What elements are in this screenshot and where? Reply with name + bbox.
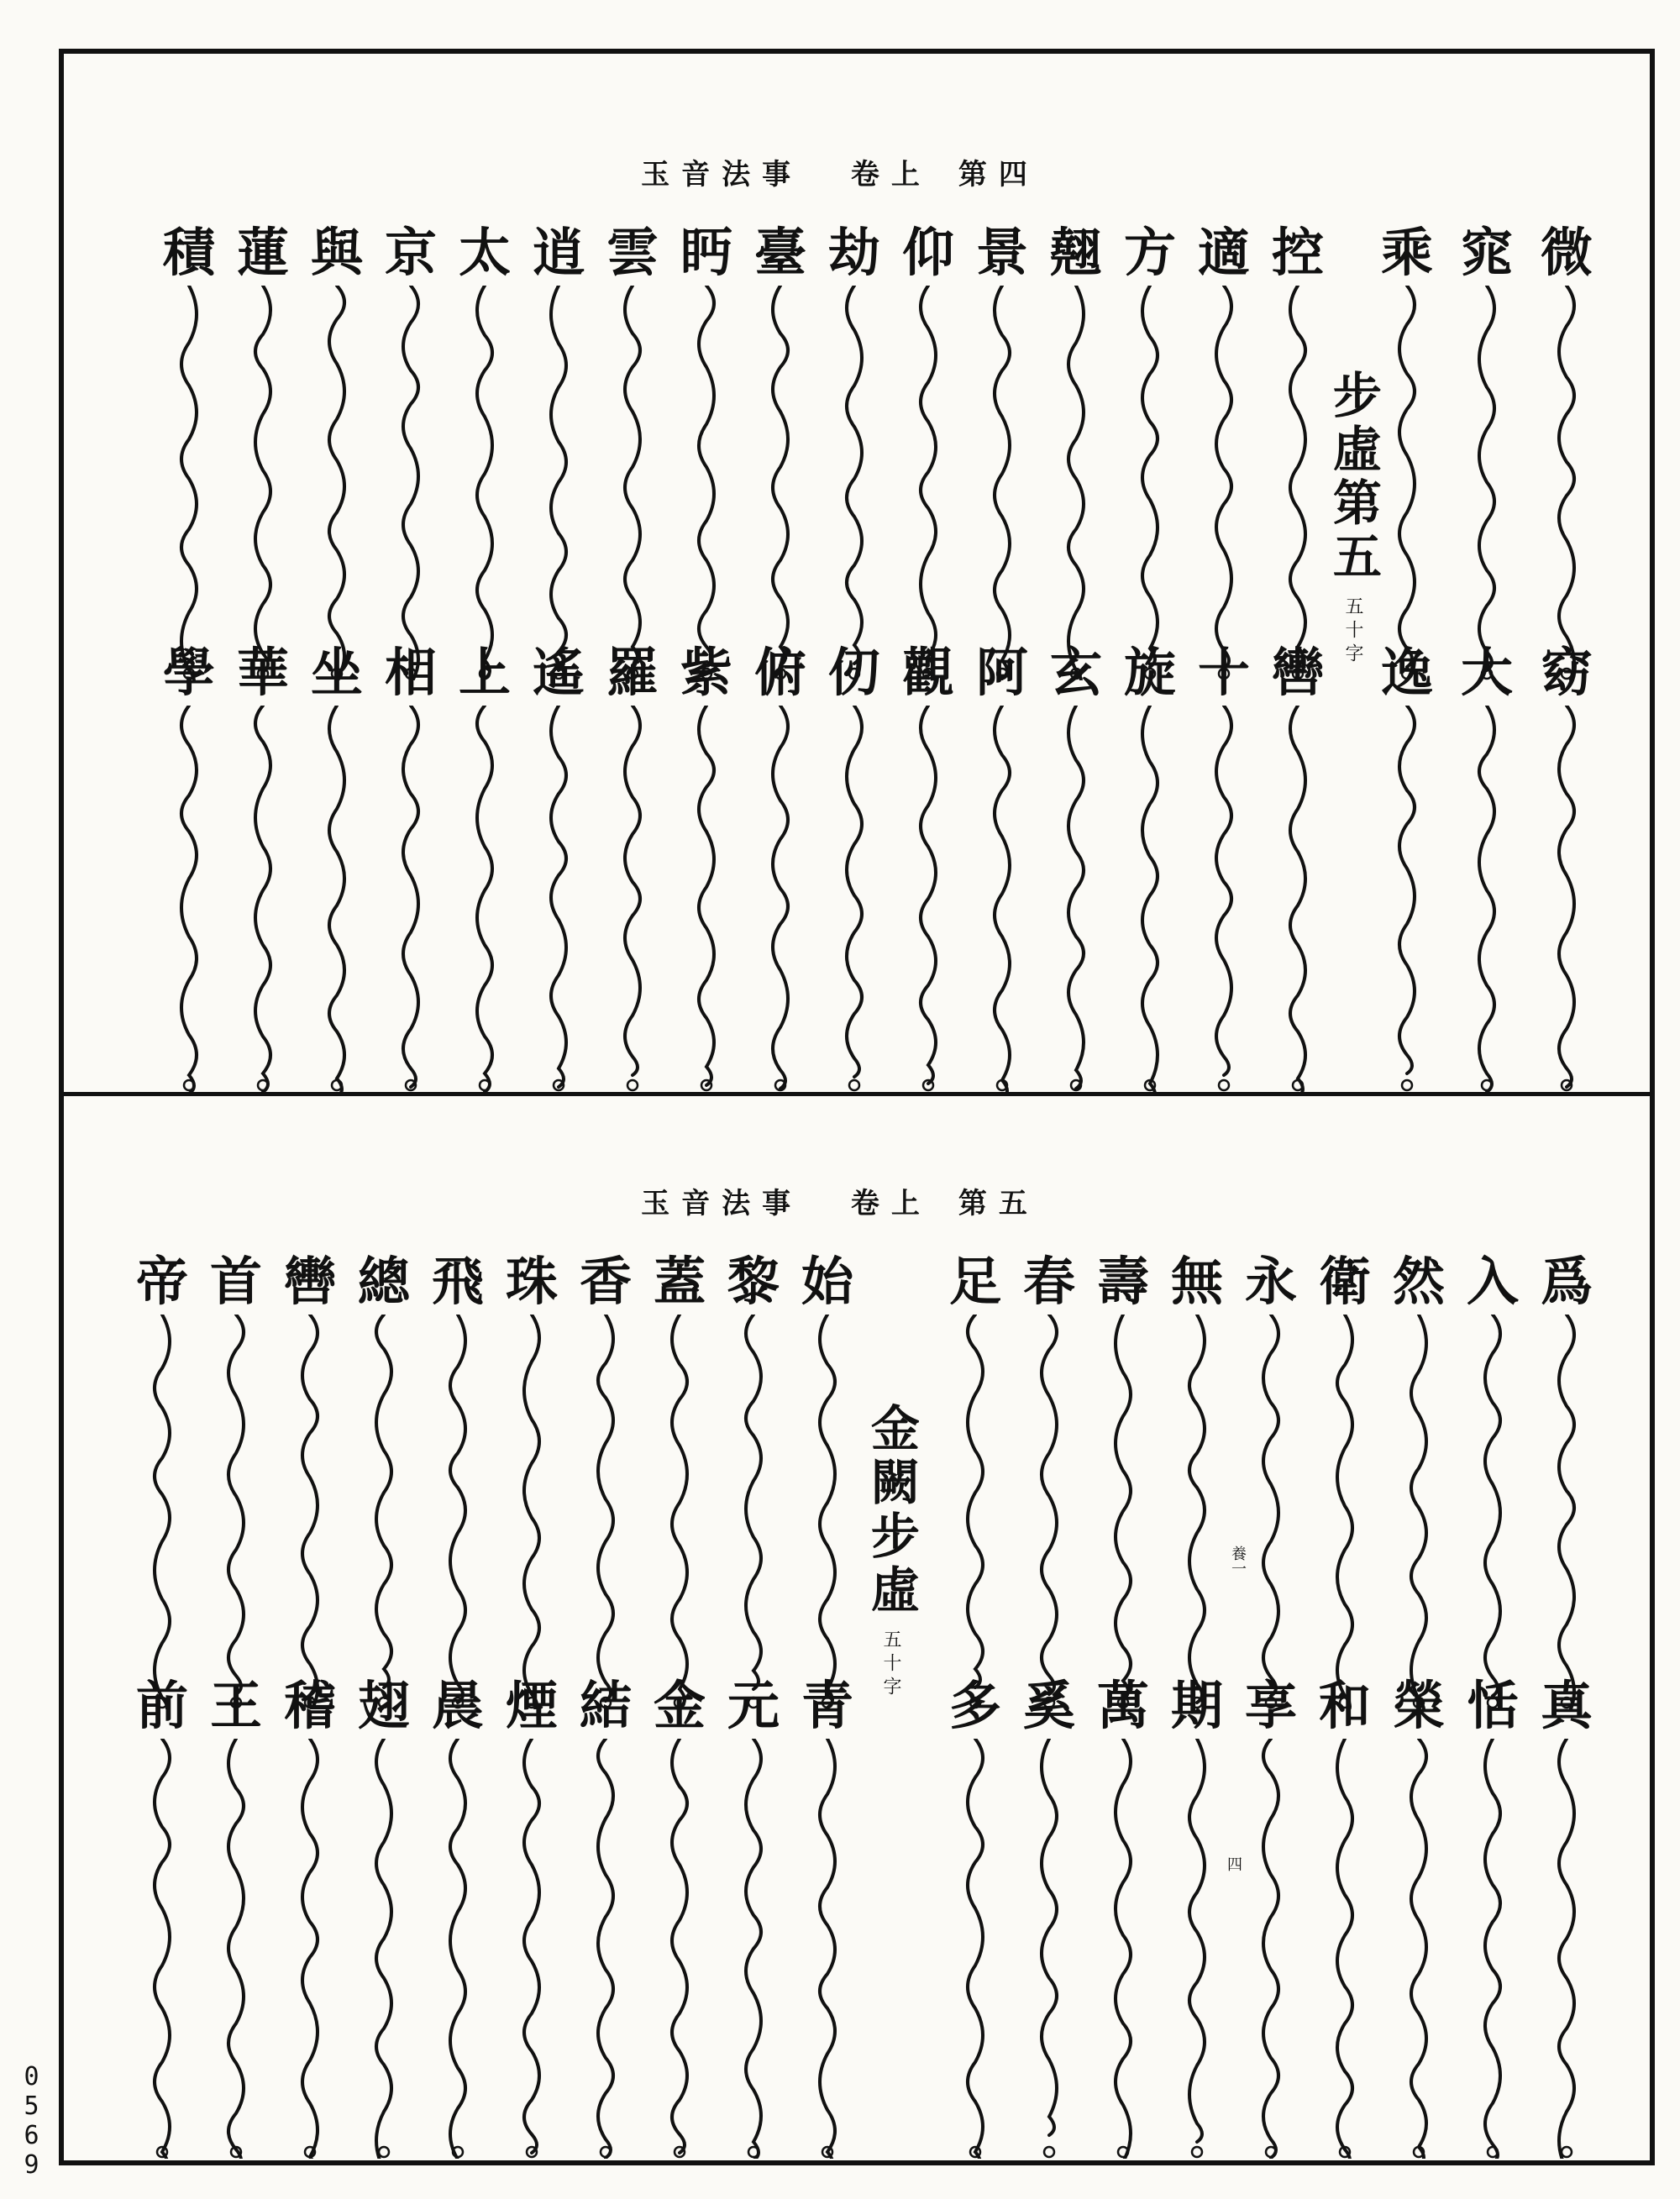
p2-upper-character: 黎 xyxy=(727,1251,780,1312)
p1-upper-column xyxy=(603,222,662,680)
p1-lower-column xyxy=(1121,642,1179,1092)
p1-lower-column xyxy=(1537,642,1596,1092)
p2-upper-neume-icon xyxy=(1172,1315,1222,1709)
p2-lower-character: 恬 xyxy=(1466,1675,1519,1736)
p2-lower-column xyxy=(1315,1675,1374,2159)
p2-upper-character: 衛 xyxy=(1318,1251,1371,1312)
p2-lower-column xyxy=(576,1675,635,2159)
p1-lower-column xyxy=(973,642,1032,1092)
p2-upper-character: 蓋 xyxy=(653,1251,706,1312)
p1-lower-neume-icon xyxy=(1125,706,1175,1092)
p2-lower-column xyxy=(798,1675,857,2159)
p2-upper-neume-icon xyxy=(1098,1315,1148,1709)
p1-upper-neume-icon xyxy=(1125,286,1175,680)
side-note-page-mark: 四 xyxy=(1225,1856,1242,1871)
p1-upper-neume-icon xyxy=(459,286,510,680)
p2-lower-neume-icon xyxy=(137,1739,187,2159)
p2-lower-character: 奚 xyxy=(1022,1675,1075,1736)
p1-lower-character: 轡 xyxy=(1271,642,1324,703)
p2-upper-column xyxy=(502,1251,561,1709)
p1-upper-column xyxy=(899,222,958,680)
p1-lower-neume-icon xyxy=(459,706,510,1092)
p1-lower-character: 羅 xyxy=(606,642,659,703)
p1-lower-neume-icon xyxy=(681,706,732,1092)
p2-upper-column xyxy=(946,1251,1005,1709)
p1-lower-character: 十 xyxy=(1197,642,1250,703)
p2-lower-column xyxy=(946,1675,1005,2159)
p2-upper-neume-icon xyxy=(1024,1315,1074,1709)
p1-upper-column xyxy=(751,222,810,680)
p1-upper-column xyxy=(307,222,366,680)
p2-upper-neume-icon xyxy=(211,1315,261,1709)
p1-lower-column xyxy=(899,642,958,1092)
p2-upper-character: 飛 xyxy=(431,1251,484,1312)
p1-lower-column xyxy=(234,642,292,1092)
p1-lower-character: 坐 xyxy=(310,642,363,703)
p2-lower-neume-icon xyxy=(1246,1739,1296,2159)
p2-lower-character: 王 xyxy=(209,1675,262,1736)
p1-upper-neume-icon xyxy=(1541,286,1592,680)
p2-lower-neume-icon xyxy=(285,1739,335,2159)
p1-upper-character: 太 xyxy=(458,222,511,283)
p2-lower-neume-icon xyxy=(950,1739,1000,2159)
p2-upper-neume-icon xyxy=(950,1315,1000,1709)
p2-lower-column xyxy=(1168,1675,1226,2159)
page2-header-section: 第五 xyxy=(958,1187,1039,1220)
p2-lower-neume-icon xyxy=(1394,1739,1444,2159)
p1-lower-neume-icon xyxy=(238,706,288,1092)
page2-header-title: 玉音法事 xyxy=(641,1187,803,1220)
p1-lower-column xyxy=(1378,642,1436,1092)
p2-lower-character: 榮 xyxy=(1392,1675,1445,1736)
p1-upper-neume-icon xyxy=(829,286,879,680)
p2-lower-column xyxy=(724,1675,783,2159)
p2-upper-column xyxy=(1315,1251,1374,1709)
p1-upper-character: 與 xyxy=(310,222,363,283)
p1-upper-neume-icon xyxy=(903,286,953,680)
p2-lower-character: 期 xyxy=(1170,1675,1223,1736)
p2-lower-character: 萬 xyxy=(1096,1675,1149,1736)
p1-lower-neume-icon xyxy=(1199,706,1249,1092)
p2-lower-character: 晨 xyxy=(431,1675,484,1736)
page1-title xyxy=(1324,370,1382,667)
p2-upper-neume-icon xyxy=(507,1315,557,1709)
p2-lower-character: 元 xyxy=(727,1675,780,1736)
p1-lower-column xyxy=(1047,642,1105,1092)
p2-lower-neume-icon xyxy=(728,1739,779,2159)
p2-upper-column xyxy=(133,1251,192,1709)
p2-upper-character: 爲 xyxy=(1540,1251,1593,1312)
p2-lower-column xyxy=(133,1675,192,2159)
p1-lower-character: 仞 xyxy=(827,642,880,703)
p2-lower-column xyxy=(354,1675,413,2159)
p1-lower-column xyxy=(160,642,218,1092)
p2-lower-column xyxy=(502,1675,561,2159)
p1-lower-neume-icon xyxy=(533,706,584,1092)
page2-title-text: 金闕步虛 xyxy=(862,1403,920,1618)
page1-header-section: 第四 xyxy=(958,158,1039,192)
p2-lower-character: 真 xyxy=(1540,1675,1593,1736)
p1-upper-column xyxy=(1121,222,1179,680)
p2-upper-character: 入 xyxy=(1466,1251,1519,1312)
p2-lower-neume-icon xyxy=(1098,1739,1148,2159)
p1-upper-neume-icon xyxy=(1051,286,1101,680)
p2-lower-neume-icon xyxy=(1320,1739,1370,2159)
p1-lower-neume-icon xyxy=(164,706,214,1092)
p2-upper-character: 永 xyxy=(1244,1251,1297,1312)
p1-upper-column xyxy=(234,222,292,680)
p1-lower-character: 窈 xyxy=(1540,642,1593,703)
page1-header-title: 玉音法事 xyxy=(641,158,803,192)
p2-upper-neume-icon xyxy=(433,1315,483,1709)
p2-upper-character: 珠 xyxy=(505,1251,558,1312)
p1-upper-character: 積 xyxy=(162,222,215,283)
p1-lower-neume-icon xyxy=(607,706,658,1092)
p1-upper-character: 微 xyxy=(1540,222,1593,283)
p1-lower-character: 阿 xyxy=(975,642,1028,703)
p1-lower-column xyxy=(307,642,366,1092)
page1-title-count: 五十字 xyxy=(1341,596,1363,667)
p1-upper-neume-icon xyxy=(1199,286,1249,680)
p2-lower-column xyxy=(1094,1675,1152,2159)
p2-lower-neume-icon xyxy=(359,1739,409,2159)
p1-upper-character: 眄 xyxy=(680,222,732,283)
p1-upper-character: 翹 xyxy=(1049,222,1102,283)
p1-upper-neume-icon xyxy=(533,286,584,680)
p1-upper-neume-icon xyxy=(1382,286,1432,680)
p1-upper-character: 劫 xyxy=(827,222,880,283)
p1-lower-character: 遙 xyxy=(532,642,585,703)
p1-upper-column xyxy=(529,222,588,680)
p1-lower-neume-icon xyxy=(1382,706,1432,1092)
p2-lower-neume-icon xyxy=(1541,1739,1592,2159)
page1-header xyxy=(0,151,1680,192)
p1-upper-neume-icon xyxy=(755,286,806,680)
p2-lower-character: 和 xyxy=(1318,1675,1371,1736)
p2-upper-character: 壽 xyxy=(1096,1251,1149,1312)
p2-upper-neume-icon xyxy=(359,1315,409,1709)
p1-lower-neume-icon xyxy=(829,706,879,1092)
p1-upper-column xyxy=(160,222,218,680)
p2-lower-character: 享 xyxy=(1244,1675,1297,1736)
p2-upper-character: 春 xyxy=(1022,1251,1075,1312)
p1-upper-character: 方 xyxy=(1123,222,1176,283)
p2-upper-neume-icon xyxy=(728,1315,779,1709)
p2-lower-column xyxy=(428,1675,487,2159)
p1-upper-column xyxy=(1537,222,1596,680)
p2-upper-column xyxy=(1537,1251,1596,1709)
p2-lower-neume-icon xyxy=(1024,1739,1074,2159)
p1-lower-column xyxy=(1457,642,1516,1092)
p2-lower-neume-icon xyxy=(654,1739,705,2159)
p1-upper-character: 適 xyxy=(1197,222,1250,283)
p2-upper-character: 足 xyxy=(948,1251,1001,1312)
p2-lower-column xyxy=(1020,1675,1079,2159)
p1-lower-character: 華 xyxy=(236,642,289,703)
p2-upper-neume-icon xyxy=(1320,1315,1370,1709)
p2-lower-column xyxy=(281,1675,339,2159)
p1-lower-character: 上 xyxy=(458,642,511,703)
p1-lower-neume-icon xyxy=(1541,706,1592,1092)
p2-upper-character: 無 xyxy=(1170,1251,1223,1312)
p1-lower-character: 紫 xyxy=(680,642,732,703)
p2-upper-character: 轡 xyxy=(283,1251,336,1312)
p1-upper-character: 臺 xyxy=(753,222,806,283)
p2-upper-column xyxy=(1242,1251,1300,1709)
p2-upper-character: 總 xyxy=(357,1251,410,1312)
page2-header-volume: 卷上 xyxy=(850,1187,932,1220)
p1-lower-column xyxy=(751,642,810,1092)
p2-upper-neume-icon xyxy=(1246,1315,1296,1709)
p1-lower-column xyxy=(529,642,588,1092)
p2-lower-character: 稽 xyxy=(283,1675,336,1736)
p2-upper-column xyxy=(1389,1251,1448,1709)
p1-lower-neume-icon xyxy=(903,706,953,1092)
side-note-leap: 養一 xyxy=(1229,1546,1247,1576)
p1-lower-neume-icon xyxy=(1051,706,1101,1092)
p1-lower-column xyxy=(1194,642,1253,1092)
p1-lower-column xyxy=(603,642,662,1092)
p2-lower-column xyxy=(207,1675,265,2159)
p2-lower-character: 結 xyxy=(579,1675,632,1736)
p2-lower-column xyxy=(1389,1675,1448,2159)
p2-upper-column xyxy=(281,1251,339,1709)
p2-upper-column xyxy=(428,1251,487,1709)
p2-upper-column xyxy=(207,1251,265,1709)
p2-lower-neume-icon xyxy=(802,1739,853,2159)
p1-upper-character: 乘 xyxy=(1380,222,1433,283)
p2-upper-column xyxy=(1020,1251,1079,1709)
p1-upper-neume-icon xyxy=(386,286,436,680)
p1-lower-character: 大 xyxy=(1460,642,1513,703)
p1-upper-column xyxy=(1378,222,1436,680)
p1-lower-column xyxy=(677,642,736,1092)
p1-upper-column xyxy=(455,222,514,680)
p1-upper-column xyxy=(1194,222,1253,680)
p1-upper-column xyxy=(1268,222,1327,680)
p2-upper-neume-icon xyxy=(654,1315,705,1709)
p1-lower-neume-icon xyxy=(386,706,436,1092)
p1-upper-column xyxy=(973,222,1032,680)
p1-lower-neume-icon xyxy=(1462,706,1512,1092)
p2-upper-column xyxy=(1463,1251,1522,1709)
p1-upper-column xyxy=(381,222,440,680)
p1-upper-column xyxy=(1457,222,1516,680)
p2-upper-neume-icon xyxy=(1541,1315,1592,1709)
p2-upper-neume-icon xyxy=(580,1315,631,1709)
p2-upper-column xyxy=(1168,1251,1226,1709)
p1-upper-character: 逍 xyxy=(532,222,585,283)
p2-upper-character: 香 xyxy=(579,1251,632,1312)
p1-lower-character: 相 xyxy=(384,642,437,703)
p2-upper-neume-icon xyxy=(285,1315,335,1709)
p1-lower-neume-icon xyxy=(1273,706,1323,1092)
page1-title-text: 步虛第五 xyxy=(1324,370,1382,585)
p1-upper-neume-icon xyxy=(238,286,288,680)
p1-lower-neume-icon xyxy=(977,706,1027,1092)
p1-upper-neume-icon xyxy=(681,286,732,680)
p1-upper-character: 窕 xyxy=(1460,222,1513,283)
p1-lower-column xyxy=(825,642,884,1092)
page-divider xyxy=(59,1092,1655,1096)
p1-upper-character: 京 xyxy=(384,222,437,283)
page2-header xyxy=(0,1180,1680,1221)
p2-upper-character: 帝 xyxy=(135,1251,188,1312)
p1-lower-character: 旋 xyxy=(1123,642,1176,703)
page2-title xyxy=(862,1403,920,1700)
p1-lower-character: 觀 xyxy=(901,642,954,703)
p2-lower-character: 煙 xyxy=(505,1675,558,1736)
p2-lower-character: 翅 xyxy=(357,1675,410,1736)
page2-title-count: 五十字 xyxy=(879,1630,901,1700)
p2-upper-neume-icon xyxy=(802,1315,853,1709)
p1-upper-character: 蓮 xyxy=(236,222,289,283)
p2-lower-neume-icon xyxy=(580,1739,631,2159)
p2-lower-character: 青 xyxy=(801,1675,853,1736)
p2-lower-column xyxy=(1242,1675,1300,2159)
p2-lower-column xyxy=(650,1675,709,2159)
p1-upper-neume-icon xyxy=(1273,286,1323,680)
p2-upper-neume-icon xyxy=(137,1315,187,1709)
p1-lower-character: 逸 xyxy=(1380,642,1433,703)
p2-upper-neume-icon xyxy=(1467,1315,1518,1709)
p2-lower-character: 前 xyxy=(135,1675,188,1736)
p1-lower-column xyxy=(381,642,440,1092)
p1-lower-neume-icon xyxy=(312,706,362,1092)
p1-lower-character: 俯 xyxy=(753,642,806,703)
p2-upper-character: 然 xyxy=(1392,1251,1445,1312)
p1-upper-character: 控 xyxy=(1271,222,1324,283)
p1-upper-column xyxy=(1047,222,1105,680)
p2-upper-neume-icon xyxy=(1394,1315,1444,1709)
page-number: 0569 xyxy=(17,2062,46,2180)
p1-upper-neume-icon xyxy=(607,286,658,680)
page1-header-volume: 卷上 xyxy=(850,158,932,192)
p1-upper-neume-icon xyxy=(312,286,362,680)
p2-lower-neume-icon xyxy=(1467,1739,1518,2159)
p1-upper-neume-icon xyxy=(1462,286,1512,680)
p1-upper-column xyxy=(825,222,884,680)
p2-lower-neume-icon xyxy=(1172,1739,1222,2159)
p2-upper-column xyxy=(650,1251,709,1709)
p2-lower-neume-icon xyxy=(433,1739,483,2159)
p1-lower-neume-icon xyxy=(755,706,806,1092)
p2-upper-column xyxy=(724,1251,783,1709)
p2-upper-character: 始 xyxy=(801,1251,853,1312)
p2-lower-neume-icon xyxy=(507,1739,557,2159)
p2-lower-neume-icon xyxy=(211,1739,261,2159)
p1-lower-character: 學 xyxy=(162,642,215,703)
p2-lower-character: 金 xyxy=(653,1675,706,1736)
p2-lower-column xyxy=(1537,1675,1596,2159)
p1-upper-character: 景 xyxy=(975,222,1028,283)
p2-upper-column xyxy=(576,1251,635,1709)
p1-upper-character: 雲 xyxy=(606,222,659,283)
p1-upper-column xyxy=(677,222,736,680)
p1-lower-column xyxy=(1268,642,1327,1092)
p2-upper-column xyxy=(1094,1251,1152,1709)
p1-lower-column xyxy=(455,642,514,1092)
p2-lower-character: 多 xyxy=(948,1675,1001,1736)
p1-upper-character: 仰 xyxy=(901,222,954,283)
p2-lower-column xyxy=(1463,1675,1522,2159)
p2-upper-column xyxy=(798,1251,857,1709)
p1-upper-neume-icon xyxy=(977,286,1027,680)
p2-upper-character: 首 xyxy=(209,1251,262,1312)
p1-upper-neume-icon xyxy=(164,286,214,680)
p1-lower-character: 玄 xyxy=(1049,642,1102,703)
p2-upper-column xyxy=(354,1251,413,1709)
